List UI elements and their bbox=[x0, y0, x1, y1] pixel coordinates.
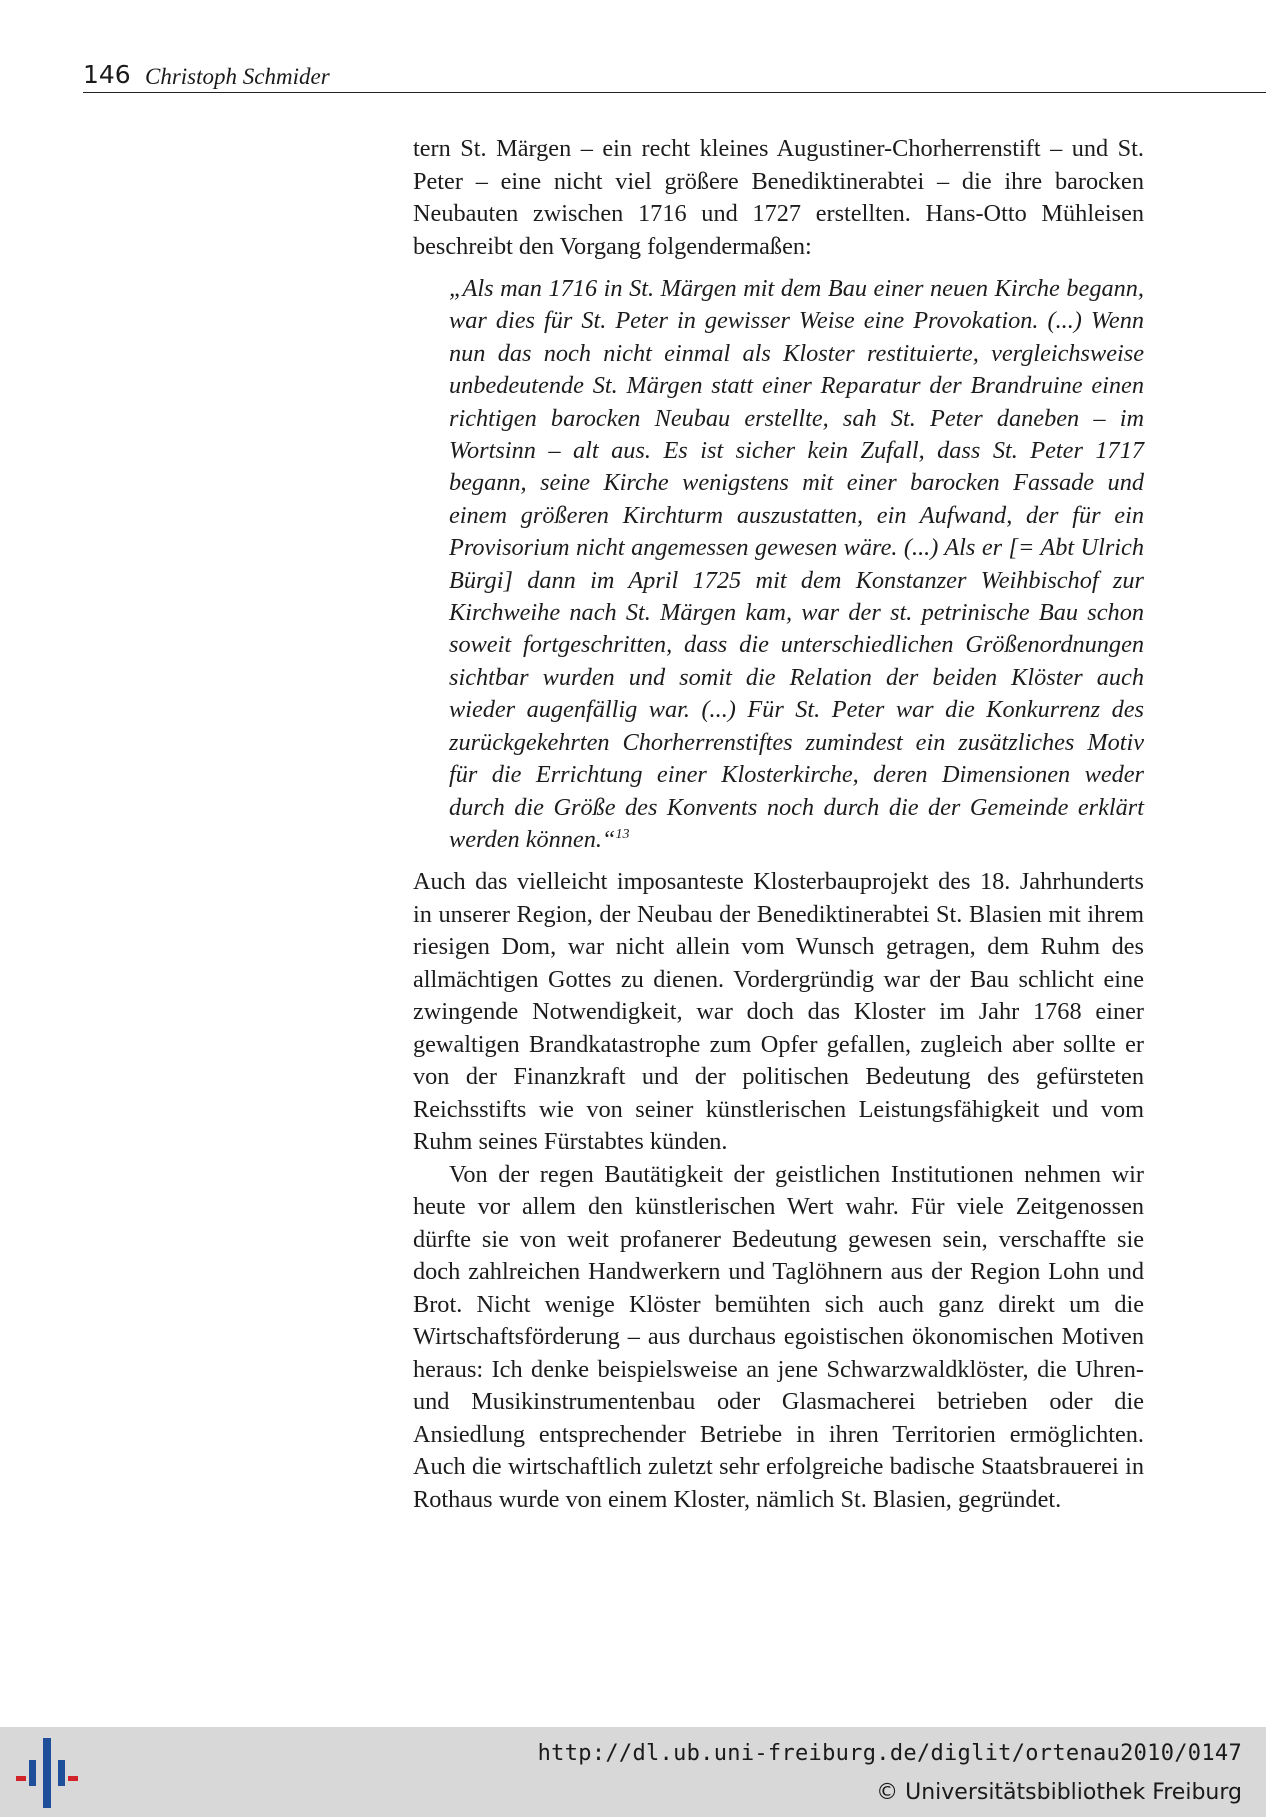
quote-text: „Als man 1716 in St. Märgen mit dem Bau einer neuen Kirche begann, war dies für St. Peter in gewisser Weise eine Provokation. (...) Wenn nun das noch nicht einmal als Kloster restituierte, vergleichsweise unbedeutende St. Märgen statt einer Reparatur der Brandruine einen richtigen barocken Neubau erstellte, sah St. Peter daneben – im Wortsinn – alt aus. Es ist sicher kein Zufall, dass St. Peter 1717 begann, seine Kirche wenigstens mit einer barocken Fassade und einem größeren Kirchturm auszustatten, ein Aufwand, der für ein Provisorium nicht angemessen gewesen wäre. (...) Als er [= Abt Ulrich Bürgi] dann im April 1725 mit dem Konstanzer Weihbischof zur Kirchweihe nach St. Märgen kam, war der st. petrinische Bau schon soweit fortgeschritten, dass die unterschiedlichen Größenordnungen sichtbar wurden und somit die Relation der beiden Klöster auch wieder augenfällig war. (...) Für St. Peter war die Konkurrenz des zurückgekehrten Chorherrenstiftes zumindest ein zusätzliches Motiv für die Errichtung einer Klosterkirche, deren Dimensionen weder durch die Größe des Konvents noch durch die der Gemeinde erklärt werden können.“ bbox=[449, 275, 1144, 853]
source-url-link[interactable]: http://dl.ub.uni-freiburg.de/diglit/ortenau2010/0147 bbox=[537, 1741, 1242, 1766]
footer-bar bbox=[0, 1727, 1266, 1817]
ub-freiburg-logo-icon bbox=[16, 1738, 78, 1808]
running-head: Christoph Schmider bbox=[145, 64, 330, 89]
page-number: 146 bbox=[83, 60, 131, 89]
paragraph-1: tern St. Märgen – ein recht kleines Augustiner-Chorherrenstift – und St. Peter – eine nicht viel größere Benediktinerabtei – die ihre barocken Neubauten zwischen 1716 und 1727 erstellten. Hans-Otto Mühleisen beschreibt den Vorgang folgendermaßen: bbox=[413, 135, 1144, 260]
page-header bbox=[83, 60, 1266, 93]
paragraph-3: Von der regen Bautätigkeit der geistlichen Institutionen nehmen wir heute vor allem den künstlerischen Wert wahr. Für viele Zeitgenossen dürfte sie von weit profanerer Bedeutung gewesen sein, verschaffte sie doch zahlreichen Handwerkern und Taglöhnern aus der Region Lohn und Brot. Nicht wenige Klöster bemühten sich auch ganz direkt um die Wirtschaftsförderung – aus durchaus egoistischen ökonomischen Motiven heraus: Ich denke beispielsweise an jene Schwarzwaldklöster, die Uhren- und Musikinstrumentenbau oder Glasmacherei betrieben oder die Ansiedlung entsprechender Betriebe in ihren Territorien ermöglichten. Auch die wirtschaftlich zuletzt sehr erfolgreiche badische Staatsbrauerei in Rothaus wurde von einem Kloster, nämlich St. Blasien, gegründet. bbox=[413, 1160, 1144, 1513]
copyright-notice: © Universitätsbibliothek Freiburg bbox=[876, 1780, 1242, 1805]
footnote-mark[interactable]: 13 bbox=[615, 826, 630, 842]
body-text bbox=[413, 133, 1144, 1516]
block-quote bbox=[449, 273, 1144, 856]
paragraph-2: Auch das vielleicht imposanteste Klosterbauprojekt des 18. Jahrhunderts in unserer Region, der Neubau der Benediktinerabtei St. Blasien mit ihrem riesigen Dom, war nicht allein vom Wunsch getragen, dem Ruhm des allmächtigen Gottes zu dienen. Vordergründig war der Bau schlicht eine zwingende Notwendigkeit, war doch das Kloster im Jahr 1768 einer gewaltigen Brandkatastrophe zum Opfer gefallen, zugleich aber sollte er von der Finanzkraft und der politischen Bedeutung des gefürsteten Reichsstifts wie von seiner künstlerischen Leistungsfähigkeit und vom Ruhm seines Fürstabtes künden. bbox=[413, 868, 1144, 1156]
